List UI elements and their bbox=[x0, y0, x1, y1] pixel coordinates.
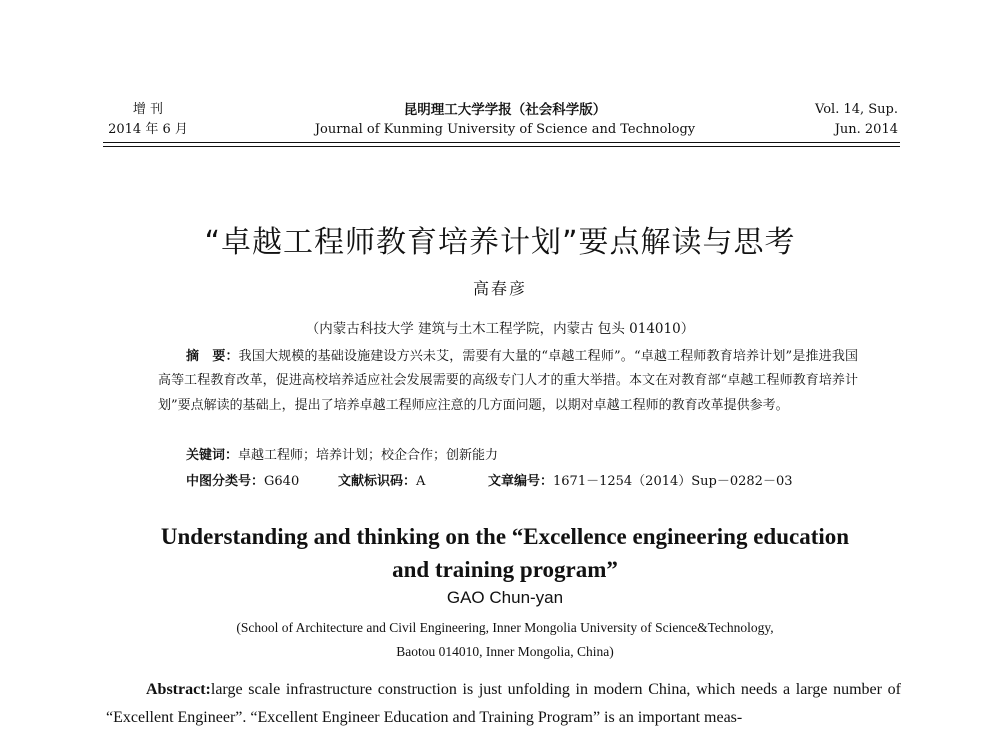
keywords-text: 卓越工程师；培养计划；校企合作；创新能力 bbox=[238, 448, 499, 463]
volume-number: Vol. 14, Sup. bbox=[815, 102, 898, 117]
article-no-value: 1671－1254（2014）Sup－0282－03 bbox=[553, 474, 793, 489]
issue-type: 增 刊 bbox=[132, 102, 164, 117]
keywords-cn bbox=[186, 446, 498, 466]
issue-date: 2014 年 6 月 bbox=[108, 122, 188, 137]
publication-month: Jun. 2014 bbox=[834, 122, 898, 137]
article-no-label: 文章编号： bbox=[488, 474, 554, 489]
author-cn: 高春彦 bbox=[472, 279, 527, 298]
affiliation-en bbox=[150, 616, 860, 664]
clc-value: G640 bbox=[264, 474, 300, 489]
keywords-label: 关键词： bbox=[186, 448, 239, 463]
paper-title-cn: “卓越工程师教育培养计划”要点解读与思考 bbox=[204, 225, 796, 260]
abstract-cn bbox=[158, 345, 858, 418]
doc-code-value: A bbox=[416, 474, 426, 489]
affiliation-cn: （内蒙古科技大学 建筑与土木工程学院，内蒙古 包头 014010） bbox=[305, 321, 695, 337]
affiliation-en-line1: (School of Architecture and Civil Engineering, Inner Mongolia University of Science&Technology, bbox=[236, 620, 774, 635]
journal-name-en: Journal of Kunming University of Science and Technology bbox=[314, 122, 696, 137]
abstract-en-label: Abstract: bbox=[146, 681, 211, 698]
paper-title-en: Understanding and thinking on the “Excellence engineering education and training program” bbox=[160, 524, 850, 582]
doc-code-label: 文献标识码： bbox=[338, 474, 417, 489]
affiliation-en-line2: Baotou 014010, Inner Mongolia, China) bbox=[396, 644, 614, 659]
classification-line bbox=[186, 472, 793, 492]
header-rule-thin bbox=[103, 146, 900, 147]
header-rule-thick bbox=[103, 142, 900, 143]
abstract-en-text: large scale infrastructure construction is just unfolding in modern China, which needs a large number of “Excellent Engineer”. “Excellent Engineer Education and Training Program” is an important meas- bbox=[106, 681, 901, 726]
clc-item bbox=[186, 472, 338, 492]
abstract-cn-text: 我国大规模的基础设施建设方兴未艾，需要有大量的“卓越工程师”。“卓越工程师教育培养计划”是推进我国高等工程教育改革，促进高校培养适应社会发展需要的高级专门人才的重大举措。本文在对教育部“卓越工程师教育培养计划”要点解读的基础上，提出了培养卓越工程师应注意的几方面问题，以期对卓越工程师的教育改革提供参考。 bbox=[158, 349, 858, 413]
issue-info bbox=[104, 100, 192, 140]
doc-code-item bbox=[338, 472, 488, 492]
volume-info bbox=[780, 100, 898, 140]
abstract-en bbox=[106, 676, 901, 732]
journal-name-cn: 昆明理工大学学报（社会科学版） bbox=[403, 102, 607, 118]
author-en: GAO Chun-yan bbox=[446, 588, 564, 607]
clc-label: 中图分类号： bbox=[186, 474, 265, 489]
journal-name bbox=[300, 100, 710, 140]
abstract-cn-label: 摘 要： bbox=[186, 349, 239, 364]
article-no-item bbox=[488, 472, 793, 492]
